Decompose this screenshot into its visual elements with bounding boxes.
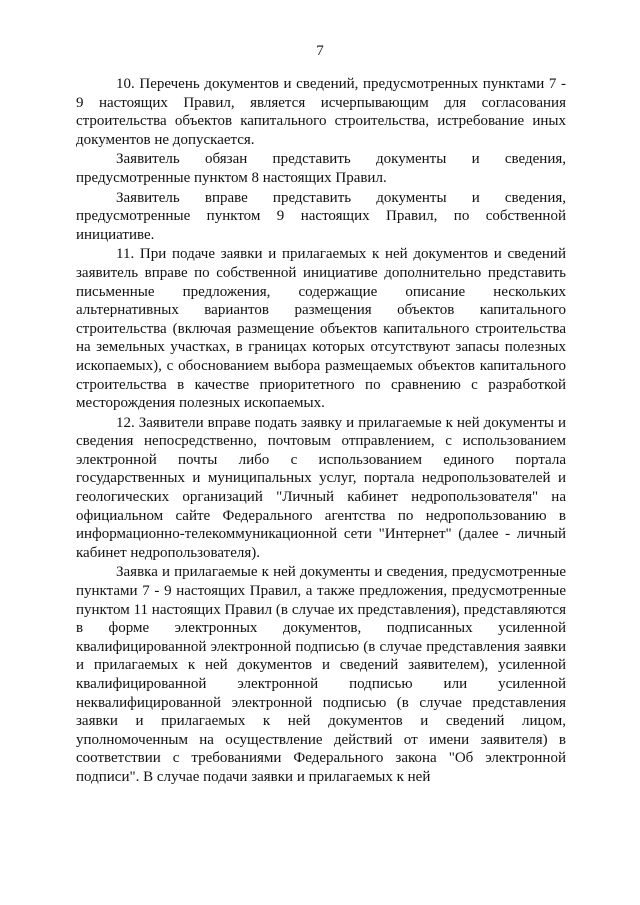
paragraph-10: 10. Перечень документов и сведений, предусмотренных пунктами 7 - 9 настоящих Правил, является исчерпывающим для согласования строительства объектов капитального строительства, истребование иных документов не допускается.	[76, 76, 566, 148]
paragraph-applicant-may: Заявитель вправе представить документы и сведения, предусмотренные пунктом 9 настоящих Правил, по собственной инициативе.	[76, 189, 566, 243]
paragraph-applicant-obliged: Заявитель обязан представить документы и сведения, предусмотренные пунктом 8 настоящих Правил.	[76, 151, 566, 186]
paragraph-application-form: Заявка и прилагаемые к ней документы и сведения, предусмотренные пунктами 7 - 9 настоящих Правил, а также предложения, предусмотренные пунктом 11 настоящих Правил (в случае их представления), представляются в форме электронных документов, подписанных усиленной квалифицированной электронной подписью (в случае представления заявки и прилагаемых к ней документов и сведений заявителем), усиленной квалифицированной электронной подписью или усиленной неквалифицированной электронной подписью (в случае представления заявки и прилагаемых к ней документов и сведений лицом, уполномоченным на осуществление действий от имени заявителя) в соответствии с требованиями Федерального закона "Об электронной подписи". В случае подачи заявки и прилагаемых к ней	[76, 564, 566, 785]
document-body	[76, 75, 566, 787]
page-number: 7	[316, 43, 324, 59]
paragraph-12: 12. Заявители вправе подать заявку и прилагаемые к ней документы и сведения непосредственно, почтовым отправлением, с использованием электронной почты либо с использованием единого портала государственных и муниципальных услуг, портала недропользователей и геологических организаций "Личный кабинет недропользователя" на официальном сайте Федерального агентства по недропользованию в информационно-телекоммуникационной сети "Интернет" (далее - личный кабинет недропользователя).	[76, 414, 566, 561]
paragraph-11: 11. При подаче заявки и прилагаемых к ней документов и сведений заявитель вправе по собственной инициативе дополнительно представить письменные предложения, содержащие описание нескольких альтернативных вариантов размещения объектов капитального строительства (включая размещение объектов капитального строительства на земельных участках, в границах которых отсутствуют запасы полезных ископаемых), с обоснованием выбора размещаемых объектов капитального строительства в качестве приоритетного по сравнению с разработкой месторождения полезных ископаемых.	[76, 246, 566, 412]
